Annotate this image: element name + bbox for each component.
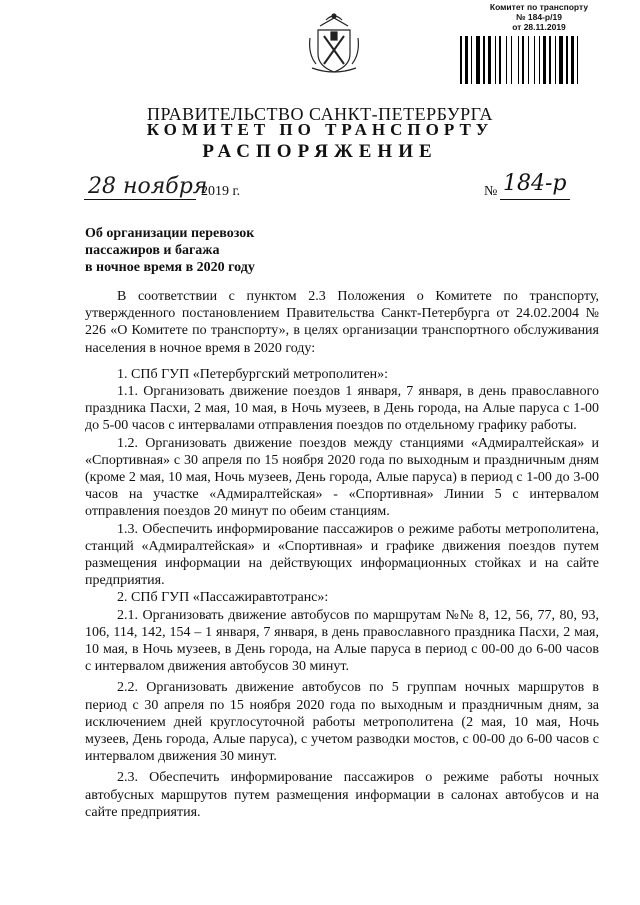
item-2-3: 2.3. Обеспечить информирование пассажиров о режиме работы ночных автобусных маршрутов путем размещения информации в салонах автобусов и на сайте предприятия.: [85, 770, 599, 820]
item-1-3: 1.3. Обеспечить информирование пассажиров о режиме работы метрополитена, станций «Адмиралтейская» и «Спортивная» и графике движения поездов путем размещения информации на действующих информационных стойках и на сайте предприятия.: [85, 521, 599, 589]
government-heading: ПРАВИТЕЛЬСТВО САНКТ-ПЕТЕРБУРГА: [146, 104, 494, 124]
item-1-1: 1.1. Организовать движение поездов 1 января, 7 января, в день православного праздника Пасхи, 2 мая, 10 мая, в Ночь музеев, в День города, на Алые паруса с 1-00 до 5-00 часов с интервалами отправления поездов по отдельному графику работы.: [85, 384, 599, 434]
order-subject: [85, 225, 255, 276]
subject-line-1: Об организации перевозок: [85, 226, 255, 241]
handwritten-number: 184-р: [503, 171, 567, 196]
number-label: №: [484, 184, 498, 199]
item-1-2: 1.2. Организовать движение поездов между станциями «Адмиралтейская» и «Спортивная» с 30 апреля по 15 ноября 2020 года по выходным и праздничным дням (кроме 2 мая, 10 мая, Ночь музеев, День города, Алые паруса) в период с 1-00 до 3-00 часов на участке «Адмиралтейская» - «Спортивная» Линии 5 с интервалом отправления поездов 20 минут по обеим станциям.: [85, 435, 599, 520]
item-1-heading: 1. СПб ГУП «Петербургский метрополитен»:: [117, 366, 389, 382]
subject-line-2: пассажиров и багажа: [85, 243, 220, 258]
item-2-2: 2.2. Организовать движение автобусов по 5 группам ночных маршрутов в период с 30 апреля по 15 ноября 2020 года по выходным и праздничным дням, за исключением дней круглосуточной работы метрополитена (2 мая, 10 мая, Ночь музеев, День города, Алые паруса), с учетом разводки мостов, с 00-00 до 6-00 часов с интервалом движения 30 минут.: [85, 680, 599, 765]
coat-of-arms-emblem: [306, 10, 362, 78]
item-2-heading: 2. СПб ГУП «Пассажиравтотранс»:: [117, 590, 329, 606]
order-year: 2019 г.: [201, 184, 241, 199]
number-underline: [500, 199, 570, 200]
registration-stamp: [475, 2, 603, 32]
preamble-paragraph: В соответствии с пунктом 2.3 Положения о Комитете по транспорту, утвержденного постановлением Правительства Санкт-Петербурга от 24.02.2004 № 226 «О Комитете по транспорту», в целях организации транспортного обслуживания населения в ночное время в 2020 году:: [85, 289, 599, 356]
date-underline: [84, 199, 196, 200]
item-2-1: 2.1. Организовать движение автобусов по маршрутам №№ 8, 12, 56, 77, 80, 93, 106, 114, 142, 154 – 1 января, 7 января, в день православного праздника Пасхи, 2 мая, 10 мая, в Ночь музеев, в День города, на Алые паруса в период с 00-00 до 6-00 часов с интервалом движения автобусов 30 минут.: [85, 607, 599, 675]
stamp-line-number: № 184-р/19: [516, 12, 562, 22]
subject-line-3: в ночное время в 2020 году: [85, 260, 255, 275]
order-body: [85, 288, 599, 821]
handwritten-date: 28 ноября: [88, 174, 208, 199]
committee-heading: КОМИТЕТ ПО ТРАНСПОРТУ: [146, 120, 494, 139]
document-type-heading: РАСПОРЯЖЕНИЕ: [202, 141, 438, 162]
barcode-image: [458, 34, 618, 86]
stamp-line-date: от 28.11.2019: [512, 22, 566, 32]
stamp-line-organization: Комитет по транспорту: [489, 2, 589, 12]
